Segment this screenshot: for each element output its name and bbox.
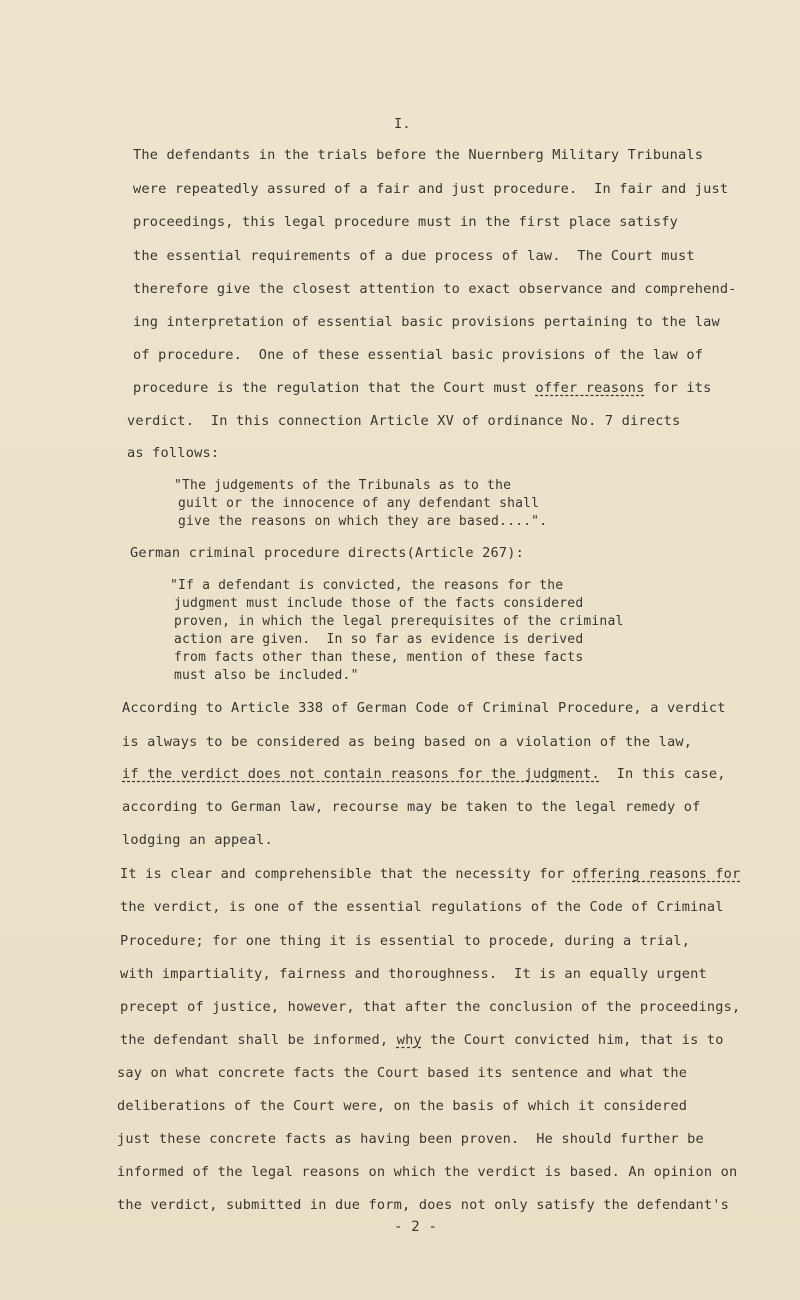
text-segment: for its (644, 380, 712, 396)
text-segment: procedure is the regulation that the Court must (133, 380, 536, 396)
text-line (122, 766, 726, 782)
text-segment: In this case, (599, 766, 726, 782)
text-line: is always to be considered as being based on a violation of the law, (122, 734, 693, 750)
text-segment: It is clear and comprehensible that the necessity for (120, 866, 573, 882)
text-line: the essential requirements of a due process of law. The Court must (133, 248, 695, 264)
page-number: - 2 - (394, 1219, 438, 1235)
quote-line: guilt or the innocence of any defendant shall (178, 496, 540, 511)
text-line: of procedure. One of these essential basic provisions of the law of (133, 347, 704, 363)
text-line: were repeatedly assured of a fair and just procedure. In fair and just (133, 181, 729, 197)
text-line: proceedings, this legal procedure must in the first place satisfy (133, 214, 678, 230)
text-line: the verdict, is one of the essential regulations of the Code of Criminal (120, 899, 724, 915)
quote-line: give the reasons on which they are based....". (178, 514, 548, 529)
text-line: therefore give the closest attention to exact observance and comprehend- (133, 281, 737, 297)
quote-line: "The judgements of the Tribunals as to the (174, 478, 512, 493)
text-line: deliberations of the Court were, on the basis of which it considered (117, 1098, 688, 1114)
text-line: precept of justice, however, that after the conclusion of the proceedings, (120, 999, 741, 1015)
text-line: Procedure; for one thing it is essential to procede, during a trial, (120, 933, 691, 949)
underlined-phrase: if the verdict does not contain reasons for the judgment. (122, 766, 600, 782)
text-line: as follows: (127, 445, 220, 461)
text-line: say on what concrete facts the Court based its sentence and what the (117, 1065, 688, 1081)
text-line: just these concrete facts as having been proven. He should further be (117, 1131, 704, 1147)
text-line: ing interpretation of essential basic provisions pertaining to the law (133, 314, 720, 330)
underlined-word: why (396, 1032, 422, 1048)
text-line: with impartiality, fairness and thoroughness. It is an equally urgent (120, 966, 707, 982)
text-line (120, 866, 740, 882)
underlined-phrase: offering reasons for (572, 866, 741, 882)
text-line: lodging an appeal. (122, 832, 273, 848)
text-line (133, 380, 712, 396)
quote-line: action are given. In so far as evidence is derived (174, 632, 584, 647)
text-line: German criminal procedure directs(Article 267): (130, 545, 525, 561)
underlined-phrase: offer reasons (535, 380, 645, 396)
text-segment: the Court convicted him, that is to (421, 1032, 724, 1048)
quote-line: from facts other than these, mention of these facts (174, 650, 584, 665)
text-line: verdict. In this connection Article XV of ordinance No. 7 directs (127, 413, 681, 429)
text-line: According to Article 338 of German Code of Criminal Procedure, a verdict (122, 700, 726, 716)
quote-line: must also be included." (174, 668, 359, 683)
quote-line: proven, in which the legal prerequisites of the criminal (174, 614, 624, 629)
text-line (120, 1032, 724, 1048)
text-line: according to German law, recourse may be taken to the legal remedy of (122, 799, 701, 815)
text-line: The defendants in the trials before the Nuernberg Military Tribunals (133, 147, 704, 163)
quote-line: judgment must include those of the facts considered (174, 596, 584, 611)
section-number: I. (394, 116, 411, 132)
text-line: the verdict, submitted in due form, does not only satisfy the defendant's (117, 1197, 730, 1213)
text-line: informed of the legal reasons on which the verdict is based. An opinion on (117, 1164, 738, 1180)
quote-line: "If a defendant is convicted, the reasons for the (170, 578, 564, 593)
text-segment: the defendant shall be informed, (120, 1032, 397, 1048)
